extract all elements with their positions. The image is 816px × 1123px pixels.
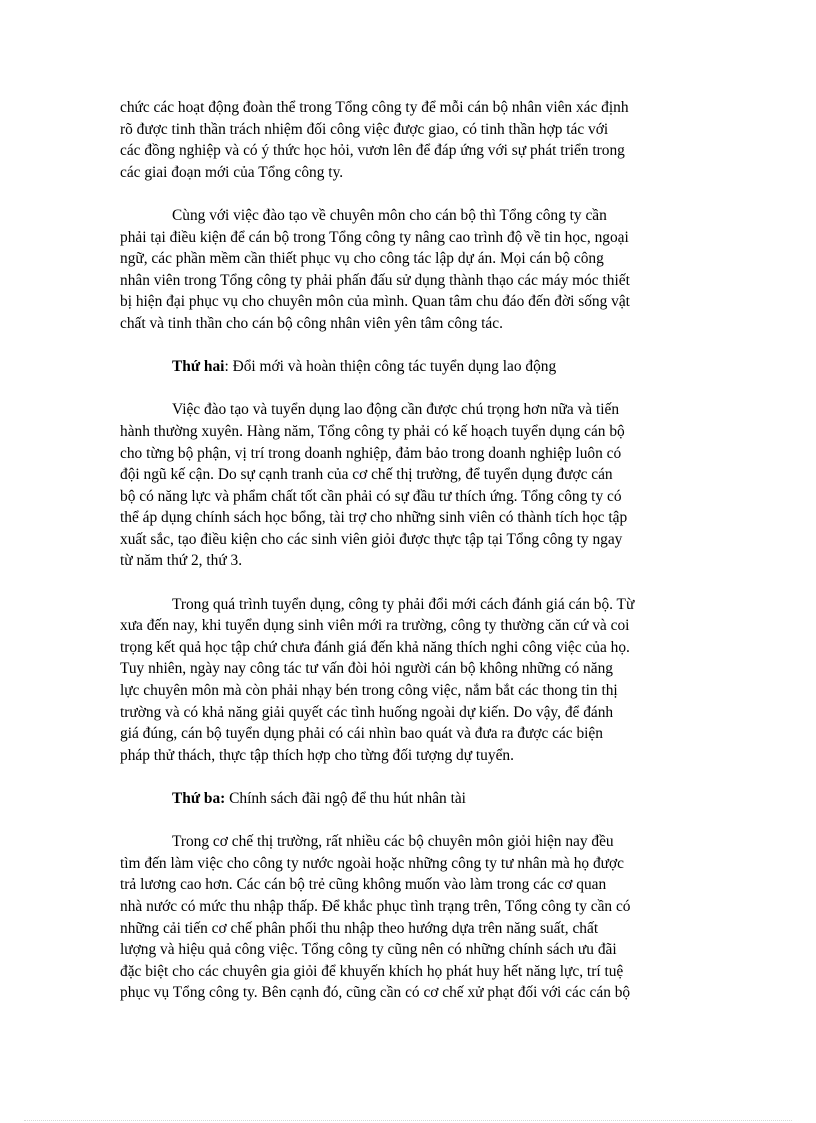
text-line: từ năm thứ 2, thứ 3. [120, 552, 243, 570]
text-line: đặc biệt cho các chuyên gia giỏi để khuyến khích họ phát huy hết năng lực, trí tuệ [120, 962, 624, 980]
text-line: những cải tiến cơ chế phân phối thu nhập theo hướng dựa trên năng suất, chất [120, 919, 599, 937]
text-line: pháp thử thách, thực tập thích hợp cho từng đối tượng dự tuyển. [120, 746, 514, 764]
text-line: phục vụ Tổng công ty. Bên cạnh đó, cũng cần có cơ chế xử phạt đối với các cán bộ [120, 984, 631, 1002]
text-line: chất và tinh thần cho cán bộ công nhân viên yên tâm công tác. [120, 314, 503, 332]
text-line: Trong quá trình tuyển dụng, công ty phải đổi mới cách đánh giá cán bộ. Từ [172, 595, 635, 613]
section-heading-text: : Đổi mới và hoàn thiện công tác tuyển dụng lao động [224, 358, 557, 376]
text-line: Cùng với việc đào tạo về chuyên môn cho cán bộ thì Tổng công ty cần [172, 206, 607, 224]
section-heading-text: Chính sách đãi ngộ để thu hút nhân tài [225, 790, 466, 807]
text-line: Tuy nhiên, ngày nay công tác tư vấn đòi hỏi người cán bộ không những có năng [120, 660, 613, 678]
text-line: tìm đến làm việc cho công ty nước ngoài hoặc những công ty tư nhân mà họ được [120, 854, 624, 872]
document-body [120, 97, 700, 1026]
text-line: Trong cơ chế thị trường, rất nhiều các bộ chuyên môn giỏi hiện nay đều [172, 833, 614, 851]
paragraph [120, 205, 700, 335]
text-line: các giai đoạn mới của Tổng công ty. [120, 163, 344, 181]
paragraph [120, 399, 700, 572]
text-line: giá đúng, cán bộ tuyển dụng phải có cái nhìn bao quát và đưa ra được các biện [120, 725, 603, 743]
text-line: xưa đến nay, khi tuyển dụng sinh viên mới ra trường, công ty thường căn cứ và coi [120, 617, 630, 635]
text-line: lượng và hiệu quả công việc. Tổng công ty cũng nên có những chính sách ưu đãi [120, 941, 617, 959]
text-line: các đồng nghiệp và có ý thức học hỏi, vươn lên để đáp ứng với sự phát triển trong [120, 142, 625, 160]
text-line: trường và có khả năng giải quyết các tình huống ngoài dự kiến. Do vậy, để đánh [120, 703, 614, 721]
paragraph [120, 594, 700, 767]
text-line: ngữ, các phần mềm cần thiết phục vụ cho công tác lập dự án. Mọi cán bộ công [120, 250, 604, 268]
text-line: trả lương cao hơn. Các cán bộ trẻ cũng không muốn vào làm trong các cơ quan [120, 876, 607, 894]
text-line: đội ngũ kế cận. Do sự cạnh tranh của cơ chế thị trường, để tuyển dụng được cán [120, 466, 613, 484]
text-line: bộ có năng lực và phẩm chất tốt cần phải có sự đầu tư thích ứng. Tổng công ty có [120, 487, 622, 505]
section-heading [120, 788, 700, 810]
text-line: chức các hoạt động đoàn thể trong Tổng công ty để mỗi cán bộ nhân viên xác định [120, 99, 629, 116]
text-line: xuất sắc, tạo điều kiện cho các sinh viên giỏi được thực tập tại Tổng công ty ngay [120, 530, 623, 548]
text-line: Việc đào tạo và tuyển dụng lao động cần được chú trọng hơn nữa và tiến [172, 401, 620, 419]
text-line: nhân viên trong Tổng công ty phải phấn đấu sử dụng thành thạo các máy móc thiết [120, 271, 630, 289]
text-line: nhà nước có mức thu nhập thấp. Để khắc phục tình trạng trên, Tổng công ty cần có [120, 897, 631, 915]
page-bottom-divider [24, 1120, 792, 1121]
text-line: hành thường xuyên. Hàng năm, Tổng công ty phải có kế hoạch tuyển dụng cán bộ [120, 422, 625, 440]
text-line: trọng kết quả học tập chứ chưa đánh giá đến khả năng thích nghi công việc của họ. [120, 638, 630, 656]
text-line: phải tại điều kiện để cán bộ trong Tổng công ty nâng cao trình độ về tin học, ngoại [120, 228, 629, 246]
text-line: cho từng bộ phận, vị trí trong doanh nghiệp, đảm bảo trong doanh nghiệp luôn có [120, 444, 622, 462]
section-heading [120, 356, 700, 378]
section-heading-label: Thứ ba: [172, 790, 226, 807]
paragraph [120, 831, 700, 1004]
section-heading-label: Thứ hai [172, 358, 225, 376]
paragraph [120, 97, 700, 183]
text-line: rõ được tinh thần trách nhiệm đối công việc được giao, có tinh thần hợp tác với [120, 120, 609, 138]
text-line: lực chuyên môn mà còn phải nhạy bén trong công việc, nắm bắt các thong tin thị [120, 682, 618, 700]
text-line: thể áp dụng chính sách học bổng, tài trợ cho những sinh viên có thành tích học tập [120, 509, 628, 527]
text-line: bị hiện đại phục vụ cho chuyên môn của mình. Quan tâm chu đáo đến đời sống vật [120, 293, 630, 311]
